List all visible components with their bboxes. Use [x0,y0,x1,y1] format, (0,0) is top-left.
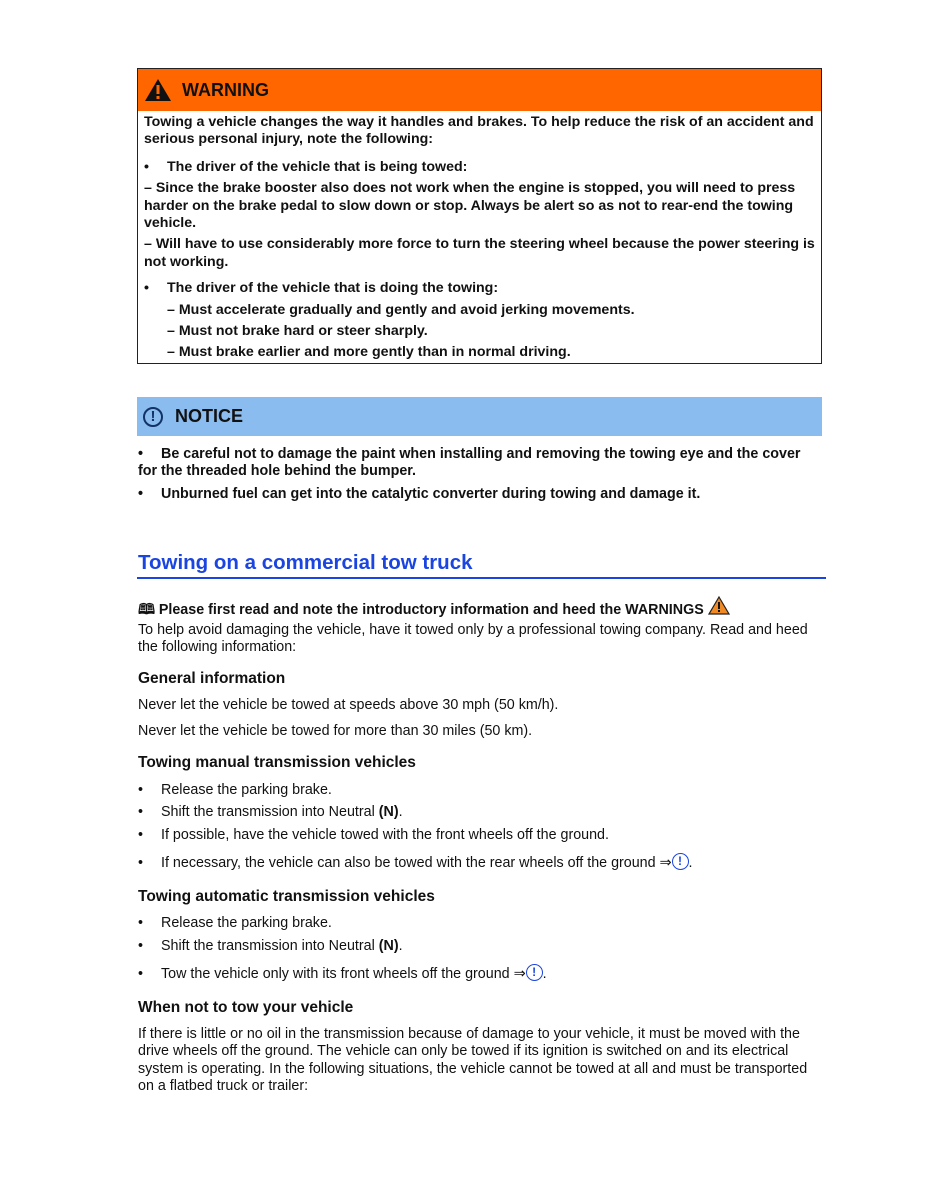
warning-subitem: – Must accelerate gradually and gently and avoid jerking movements. [167,301,635,318]
notice-item: • Unburned fuel can get into the catalytic converter during towing and damage it. [138,486,701,502]
notice-icon: ! [143,407,163,427]
warning-triangle-icon[interactable] [708,596,730,615]
warning-box [137,68,822,364]
notice-link-icon[interactable]: ! [526,964,543,981]
notow-heading: When not to tow your vehicle [138,999,354,1016]
intro-paragraph: To help avoid damaging the vehicle, have it towed only by a professional towing company. Read and heed the following information: [138,622,808,656]
notice-link-icon[interactable]: ! [672,853,689,870]
automatic-item: • Shift the transmission into Neutral (N). [138,938,403,954]
warning-title: WARNING [182,79,269,100]
warning-subitem: – Since the brake booster also does not work when the engine is stopped, you will need to press harder on the brake pedal to slow down or stop. Always be alert so as not to rear-end the towing vehicle. [144,180,796,232]
intro-line: 🕮 Please first read and note the introductory information and heed the WARNINGS [138,596,823,619]
section-title: Towing on a commercial tow truck [138,551,473,574]
manual-item: • If possible, have the vehicle towed with the front wheels off the ground. [138,827,609,843]
automatic-heading: Towing automatic transmission vehicles [138,888,435,905]
notice-title: NOTICE [175,406,244,426]
warning-header [138,69,821,111]
automatic-item: • Release the parking brake. [138,915,332,931]
notice-header [137,397,822,436]
warning-item: • The driver of the vehicle that is doing the towing: [144,280,499,297]
warning-triangle-icon [144,78,172,102]
book-icon: 🕮 [138,602,159,618]
manual-heading: Towing manual transmission vehicles [138,754,416,771]
notice-item: • Be careful not to damage the paint when installing and removing the towing eye and the cover for the threaded hole behind the bumper. [138,446,801,480]
automatic-item: • Tow the vehicle only with its front wheels off the ground ⇒ ! . [138,964,547,982]
warning-subitem: – Will have to use considerably more force to turn the steering wheel because the power steering is not working. [144,236,815,270]
manual-item: • Shift the transmission into Neutral (N). [138,804,403,820]
section-rule [137,577,826,579]
warning-intro: Towing a vehicle changes the way it handles and brakes. To help reduce the risk of an accident and serious personal injury, note the following: [144,114,814,148]
warning-subitem: – Must not brake hard or steer sharply. [167,323,428,340]
general-line: Never let the vehicle be towed at speeds above 30 mph (50 km/h). [138,697,559,713]
general-line: Never let the vehicle be towed for more than 30 miles (50 km). [138,723,533,739]
general-heading: General information [138,670,286,687]
notow-paragraph: If there is little or no oil in the transmission because of damage to your vehicle, it must be moved with the drive wheels off the ground. The vehicle can only be towed if its ignition is switched on and its electrical system is operating. In the following situations, the vehicle cannot be towed at all and must be transported on a flatbed truck or trailer: [138,1026,808,1095]
manual-item: • If necessary, the vehicle can also be towed with the rear wheels off the ground ⇒ ! . [138,853,693,871]
warning-subitem: – Must brake earlier and more gently than in normal driving. [167,344,571,361]
warning-item: • The driver of the vehicle that is being towed: [144,158,468,175]
manual-item: • Release the parking brake. [138,782,332,798]
